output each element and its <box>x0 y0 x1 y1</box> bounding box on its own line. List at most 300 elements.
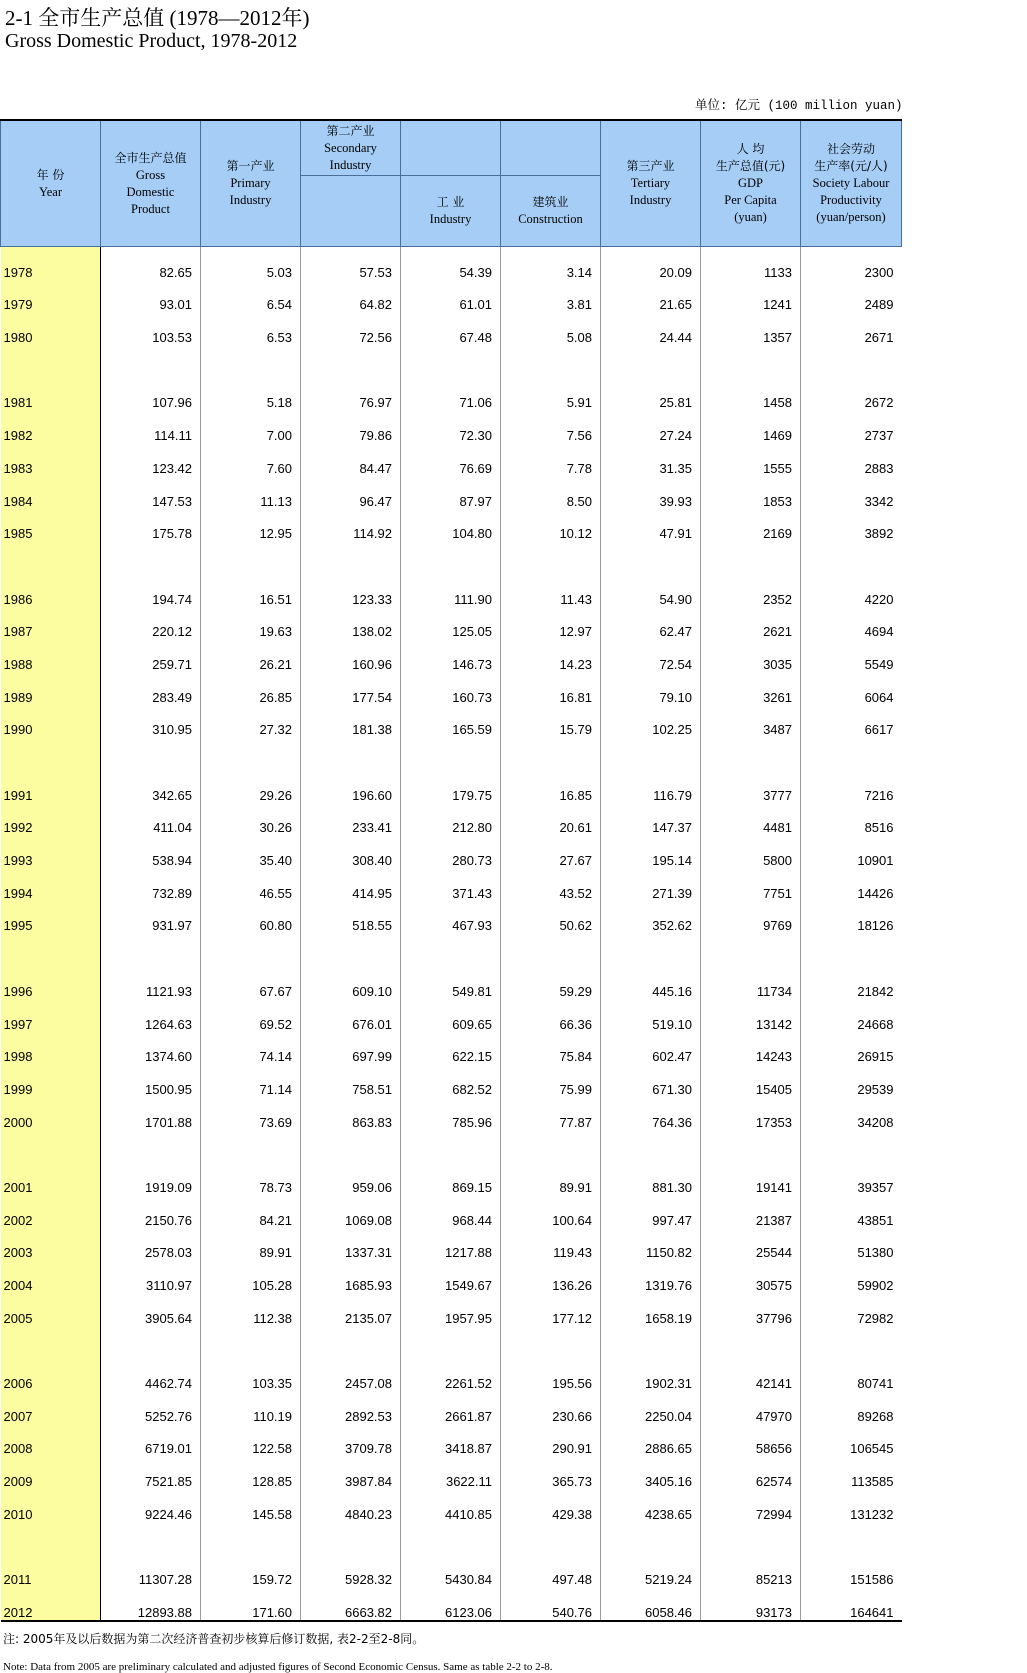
value-cell: 12.95 <box>201 509 301 542</box>
value-cell: 283.49 <box>101 672 201 705</box>
value-cell: 863.83 <box>301 1097 401 1130</box>
year-cell: 1978 <box>1 247 101 280</box>
value-cell: 160.73 <box>401 672 501 705</box>
value-cell: 445.16 <box>601 966 701 999</box>
value-cell: 119.43 <box>501 1228 601 1261</box>
value-cell: 682.52 <box>401 1064 501 1097</box>
value-cell: 1902.31 <box>601 1358 701 1391</box>
value-cell: 3987.84 <box>301 1456 401 1489</box>
spacer-row <box>1 1130 902 1163</box>
value-cell: 60.80 <box>201 901 301 934</box>
value-cell: 76.69 <box>401 443 501 476</box>
value-cell: 11.13 <box>201 476 301 509</box>
value-cell: 6058.46 <box>601 1587 701 1621</box>
value-cell: 785.96 <box>401 1097 501 1130</box>
value-cell: 3905.64 <box>101 1293 201 1326</box>
value-cell: 26.85 <box>201 672 301 705</box>
year-cell: 1986 <box>1 574 101 607</box>
note-en: Note: Data from 2005 are preliminary calculated and adjusted figures of Second Economic Census. Same as table 2-2 to 2-8. <box>3 1661 553 1673</box>
value-cell: 16.81 <box>501 672 601 705</box>
value-cell <box>301 541 401 574</box>
value-cell: 74.14 <box>201 1032 301 1065</box>
year-cell: 2010 <box>1 1489 101 1522</box>
value-cell: 1319.76 <box>601 1260 701 1293</box>
year-cell: 1993 <box>1 835 101 868</box>
value-cell: 24668 <box>857 1016 894 1032</box>
value-cell: 1121.93 <box>101 966 201 999</box>
table-row <box>1 901 902 934</box>
value-cell: 103.35 <box>201 1358 301 1391</box>
value-cell: 79.86 <box>301 410 401 443</box>
table-row <box>1 443 902 476</box>
year-cell: 1985 <box>1 509 101 542</box>
table-row <box>1 1489 902 1522</box>
value-cell: 538.94 <box>101 835 201 868</box>
value-cell: 93173 <box>701 1587 801 1621</box>
value-cell: 518.55 <box>301 901 401 934</box>
value-cell: 3035 <box>701 639 801 672</box>
table-row <box>1 574 902 607</box>
value-cell: 5430.84 <box>401 1555 501 1588</box>
value-cell: 67.67 <box>201 966 301 999</box>
value-cell <box>201 1326 301 1359</box>
value-cell: 6663.82 <box>301 1587 401 1621</box>
value-cell: 79.10 <box>601 672 701 705</box>
value-cell <box>301 1130 401 1163</box>
value-cell: 6064 <box>864 689 894 705</box>
value-cell: 20.61 <box>501 803 601 836</box>
year-cell: 1987 <box>1 607 101 640</box>
value-cell: 4840.23 <box>301 1489 401 1522</box>
value-cell: 15.79 <box>501 705 601 738</box>
value-cell: 540.76 <box>501 1587 601 1621</box>
page-title-en: Gross Domestic Product, 1978-2012 <box>5 30 298 52</box>
year-cell <box>1 737 101 770</box>
value-cell: 73.69 <box>201 1097 301 1130</box>
year-cell <box>1 1326 101 1359</box>
value-cell <box>801 933 902 966</box>
value-cell: 697.99 <box>301 1032 401 1065</box>
value-cell: 4462.74 <box>101 1358 201 1391</box>
year-cell: 2006 <box>1 1358 101 1391</box>
value-cell: 11734 <box>701 966 801 999</box>
table-row <box>1 410 902 443</box>
value-cell: 80741 <box>857 1376 894 1392</box>
spacer-row <box>1 737 902 770</box>
value-cell <box>801 1522 902 1555</box>
value-cell <box>601 737 701 770</box>
year-cell: 1994 <box>1 868 101 901</box>
value-cell: 1264.63 <box>101 999 201 1032</box>
value-cell: 1150.82 <box>601 1228 701 1261</box>
table-row <box>1 966 902 999</box>
header-labour: 社会劳动 生产率(元/人) Society Labour Productivity (yuan/person) <box>801 120 902 247</box>
year-cell: 2007 <box>1 1391 101 1424</box>
value-cell: 196.60 <box>301 770 401 803</box>
value-cell: 29539 <box>857 1081 894 1097</box>
value-cell: 609.65 <box>401 999 501 1032</box>
value-cell: 165.59 <box>401 705 501 738</box>
value-cell: 19141 <box>701 1162 801 1195</box>
value-cell: 2300 <box>864 264 894 280</box>
value-cell: 43851 <box>857 1212 894 1228</box>
value-cell: 19.63 <box>201 607 301 640</box>
value-cell: 5549 <box>864 656 894 672</box>
value-cell: 72.56 <box>301 312 401 345</box>
value-cell: 271.39 <box>601 868 701 901</box>
value-cell: 84.21 <box>201 1195 301 1228</box>
value-cell <box>501 1326 601 1359</box>
table-row <box>1 1358 902 1391</box>
year-cell: 1991 <box>1 770 101 803</box>
value-cell: 114.11 <box>101 410 201 443</box>
value-cell: 42141 <box>701 1358 801 1391</box>
value-cell: 39357 <box>857 1179 894 1195</box>
value-cell: 16.85 <box>501 770 601 803</box>
value-cell: 14243 <box>701 1032 801 1065</box>
table-row <box>1 312 902 345</box>
value-cell: 1853 <box>701 476 801 509</box>
value-cell: 310.95 <box>101 705 201 738</box>
value-cell: 1701.88 <box>101 1097 201 1130</box>
value-cell: 7.78 <box>501 443 601 476</box>
value-cell: 5219.24 <box>601 1555 701 1588</box>
value-cell: 177.54 <box>301 672 401 705</box>
value-cell: 87.97 <box>401 476 501 509</box>
value-cell <box>101 541 201 574</box>
value-cell <box>401 1522 501 1555</box>
value-cell: 21387 <box>701 1195 801 1228</box>
value-cell: 75.99 <box>501 1064 601 1097</box>
value-cell <box>801 541 902 574</box>
value-cell: 181.38 <box>301 705 401 738</box>
value-cell: 78.73 <box>201 1162 301 1195</box>
value-cell: 46.55 <box>201 868 301 901</box>
value-cell: 3405.16 <box>601 1456 701 1489</box>
value-cell: 7751 <box>701 868 801 901</box>
table-row <box>1 1260 902 1293</box>
value-cell: 497.48 <box>501 1555 601 1588</box>
value-cell: 1069.08 <box>301 1195 401 1228</box>
header-secondary-blank <box>301 176 401 247</box>
value-cell: 128.85 <box>201 1456 301 1489</box>
value-cell: 147.37 <box>601 803 701 836</box>
value-cell: 6.53 <box>201 312 301 345</box>
value-cell: 62574 <box>701 1456 801 1489</box>
table-row <box>1 868 902 901</box>
value-cell: 5.08 <box>501 312 601 345</box>
value-cell: 35.40 <box>201 835 301 868</box>
value-cell: 411.04 <box>101 803 201 836</box>
value-cell <box>201 737 301 770</box>
value-cell: 179.75 <box>401 770 501 803</box>
value-cell: 171.60 <box>201 1587 301 1621</box>
year-cell: 1984 <box>1 476 101 509</box>
value-cell: 131232 <box>850 1506 894 1522</box>
value-cell <box>501 737 601 770</box>
value-cell: 7521.85 <box>101 1456 201 1489</box>
value-cell: 352.62 <box>601 901 701 934</box>
value-cell: 25544 <box>701 1228 801 1261</box>
value-cell: 2886.65 <box>601 1424 701 1457</box>
value-cell <box>101 1130 201 1163</box>
table-row <box>1 1293 902 1326</box>
value-cell: 212.80 <box>401 803 501 836</box>
value-cell: 342.65 <box>101 770 201 803</box>
value-cell: 136.26 <box>501 1260 601 1293</box>
value-cell: 1337.31 <box>301 1228 401 1261</box>
value-cell: 676.01 <box>301 999 401 1032</box>
value-cell: 59.29 <box>501 966 601 999</box>
value-cell: 549.81 <box>401 966 501 999</box>
value-cell: 1919.09 <box>101 1162 201 1195</box>
value-cell: 105.28 <box>201 1260 301 1293</box>
value-cell: 30575 <box>701 1260 801 1293</box>
value-cell: 26915 <box>857 1049 894 1065</box>
value-cell: 50.62 <box>501 901 601 934</box>
table-row <box>1 1032 902 1065</box>
page-title-cn: 2-1 全市生产总值 (1978—2012年) <box>5 6 310 30</box>
year-cell: 1996 <box>1 966 101 999</box>
value-cell: 103.53 <box>101 312 201 345</box>
table-row <box>1 999 902 1032</box>
value-cell: 931.97 <box>101 901 201 934</box>
value-cell <box>601 541 701 574</box>
value-cell <box>501 345 601 378</box>
year-cell: 2012 <box>1 1587 101 1621</box>
value-cell: 89268 <box>857 1408 894 1424</box>
value-cell: 66.36 <box>501 999 601 1032</box>
year-cell: 1979 <box>1 280 101 313</box>
value-cell: 11.43 <box>501 574 601 607</box>
value-cell: 959.06 <box>301 1162 401 1195</box>
value-cell: 195.56 <box>501 1358 601 1391</box>
value-cell: 869.15 <box>401 1162 501 1195</box>
value-cell: 4481 <box>701 803 801 836</box>
value-cell: 6719.01 <box>101 1424 201 1457</box>
value-cell <box>501 933 601 966</box>
value-cell: 159.72 <box>201 1555 301 1588</box>
spacer-row <box>1 345 902 378</box>
year-cell: 2003 <box>1 1228 101 1261</box>
value-cell: 3.14 <box>501 247 601 280</box>
value-cell <box>601 1326 701 1359</box>
value-cell: 1549.67 <box>401 1260 501 1293</box>
value-cell: 26.21 <box>201 639 301 672</box>
table-row <box>1 378 902 411</box>
value-cell: 6.54 <box>201 280 301 313</box>
value-cell: 259.71 <box>101 639 201 672</box>
value-cell: 1374.60 <box>101 1032 201 1065</box>
value-cell: 76.97 <box>301 378 401 411</box>
value-cell: 14426 <box>857 885 894 901</box>
table-row <box>1 1064 902 1097</box>
value-cell: 17353 <box>701 1097 801 1130</box>
value-cell: 195.14 <box>601 835 701 868</box>
year-cell: 1989 <box>1 672 101 705</box>
value-cell: 31.35 <box>601 443 701 476</box>
table-row <box>1 672 902 705</box>
value-cell: 7.56 <box>501 410 601 443</box>
value-cell: 72.30 <box>401 410 501 443</box>
spacer-row <box>1 1326 902 1359</box>
value-cell <box>501 1130 601 1163</box>
table-row <box>1 607 902 640</box>
year-cell <box>1 933 101 966</box>
value-cell: 69.52 <box>201 999 301 1032</box>
value-cell: 233.41 <box>301 803 401 836</box>
value-cell <box>801 1130 902 1163</box>
value-cell: 671.30 <box>601 1064 701 1097</box>
value-cell: 365.73 <box>501 1456 601 1489</box>
value-cell: 110.19 <box>201 1391 301 1424</box>
value-cell: 10901 <box>857 853 894 869</box>
value-cell <box>401 345 501 378</box>
header-industry: 工 业 Industry <box>401 176 501 247</box>
value-cell: 3110.97 <box>101 1260 201 1293</box>
value-cell: 122.58 <box>201 1424 301 1457</box>
value-cell: 280.73 <box>401 835 501 868</box>
value-cell: 116.79 <box>601 770 701 803</box>
value-cell: 5.18 <box>201 378 301 411</box>
value-cell: 151586 <box>850 1572 894 1588</box>
value-cell: 220.12 <box>101 607 201 640</box>
value-cell: 24.44 <box>601 312 701 345</box>
value-cell: 2578.03 <box>101 1228 201 1261</box>
value-cell: 72.54 <box>601 639 701 672</box>
value-cell: 13142 <box>701 999 801 1032</box>
value-cell: 147.53 <box>101 476 201 509</box>
value-cell <box>201 1130 301 1163</box>
year-cell: 1983 <box>1 443 101 476</box>
table-row <box>1 1587 902 1621</box>
table-row <box>1 1456 902 1489</box>
value-cell: 164641 <box>801 1587 902 1621</box>
value-cell <box>701 1130 801 1163</box>
value-cell: 6617 <box>864 722 894 738</box>
note-cn: 注: 2005年及以后数据为第二次经济普查初步核算后修订数据, 表2-2至2-8同。 <box>3 1632 425 1646</box>
value-cell: 3342 <box>864 493 894 509</box>
value-cell: 1458 <box>701 378 801 411</box>
value-cell: 290.91 <box>501 1424 601 1457</box>
value-cell: 47.91 <box>601 509 701 542</box>
value-cell: 114.92 <box>301 509 401 542</box>
value-cell: 72994 <box>701 1489 801 1522</box>
value-cell: 57.53 <box>301 247 401 280</box>
value-cell: 43.52 <box>501 868 601 901</box>
value-cell: 2672 <box>864 395 894 411</box>
value-cell: 5800 <box>701 835 801 868</box>
value-cell: 47970 <box>701 1391 801 1424</box>
table-row <box>1 835 902 868</box>
value-cell: 27.24 <box>601 410 701 443</box>
value-cell: 123.42 <box>101 443 201 476</box>
value-cell: 1685.93 <box>301 1260 401 1293</box>
year-cell: 1990 <box>1 705 101 738</box>
value-cell <box>201 345 301 378</box>
header-construction: 建筑业 Construction <box>501 176 601 247</box>
value-cell <box>501 541 601 574</box>
value-cell <box>601 345 701 378</box>
value-cell: 1241 <box>701 280 801 313</box>
value-cell: 21.65 <box>601 280 701 313</box>
value-cell <box>701 541 801 574</box>
value-cell: 27.32 <box>201 705 301 738</box>
value-cell: 194.74 <box>101 574 201 607</box>
value-cell <box>701 933 801 966</box>
value-cell: 997.47 <box>601 1195 701 1228</box>
value-cell: 160.96 <box>301 639 401 672</box>
value-cell: 123.33 <box>301 574 401 607</box>
year-cell: 2008 <box>1 1424 101 1457</box>
year-cell: 2002 <box>1 1195 101 1228</box>
value-cell: 467.93 <box>401 901 501 934</box>
value-cell: 18126 <box>857 918 894 934</box>
value-cell: 64.82 <box>301 280 401 313</box>
value-cell <box>401 1326 501 1359</box>
value-cell: 104.80 <box>401 509 501 542</box>
year-cell: 1988 <box>1 639 101 672</box>
value-cell: 125.05 <box>401 607 501 640</box>
value-cell: 2883 <box>864 460 894 476</box>
value-cell: 138.02 <box>301 607 401 640</box>
value-cell: 34208 <box>857 1114 894 1130</box>
value-cell: 7216 <box>864 787 894 803</box>
value-cell: 1133 <box>701 247 801 280</box>
table-row <box>1 803 902 836</box>
value-cell: 7.60 <box>201 443 301 476</box>
spacer-row <box>1 933 902 966</box>
value-cell <box>201 541 301 574</box>
gdp-table <box>0 119 902 1622</box>
value-cell <box>201 1522 301 1555</box>
value-cell <box>601 1522 701 1555</box>
value-cell: 2261.52 <box>401 1358 501 1391</box>
value-cell: 371.43 <box>401 868 501 901</box>
year-cell: 1995 <box>1 901 101 934</box>
value-cell: 1357 <box>701 312 801 345</box>
value-cell: 2489 <box>864 297 894 313</box>
value-cell: 3709.78 <box>301 1424 401 1457</box>
value-cell: 2250.04 <box>601 1391 701 1424</box>
value-cell: 177.12 <box>501 1293 601 1326</box>
value-cell <box>701 737 801 770</box>
value-cell: 59902 <box>857 1278 894 1293</box>
value-cell: 8.50 <box>501 476 601 509</box>
value-cell <box>401 737 501 770</box>
value-cell <box>401 541 501 574</box>
value-cell: 1500.95 <box>101 1064 201 1097</box>
value-cell: 145.58 <box>201 1489 301 1522</box>
value-cell: 3261 <box>701 672 801 705</box>
value-cell: 111.90 <box>401 574 501 607</box>
value-cell: 84.47 <box>301 443 401 476</box>
value-cell: 30.26 <box>201 803 301 836</box>
value-cell: 39.93 <box>601 476 701 509</box>
value-cell: 1469 <box>701 410 801 443</box>
header-tertiary: 第三产业 Tertiary Industry <box>601 120 701 247</box>
value-cell: 89.91 <box>201 1228 301 1261</box>
table-row <box>1 705 902 738</box>
value-cell: 429.38 <box>501 1489 601 1522</box>
value-cell: 106545 <box>850 1441 894 1457</box>
value-cell: 2892.53 <box>301 1391 401 1424</box>
year-cell <box>1 1522 101 1555</box>
value-cell: 5.03 <box>201 247 301 280</box>
value-cell: 14.23 <box>501 639 601 672</box>
year-cell: 1982 <box>1 410 101 443</box>
value-cell: 881.30 <box>601 1162 701 1195</box>
